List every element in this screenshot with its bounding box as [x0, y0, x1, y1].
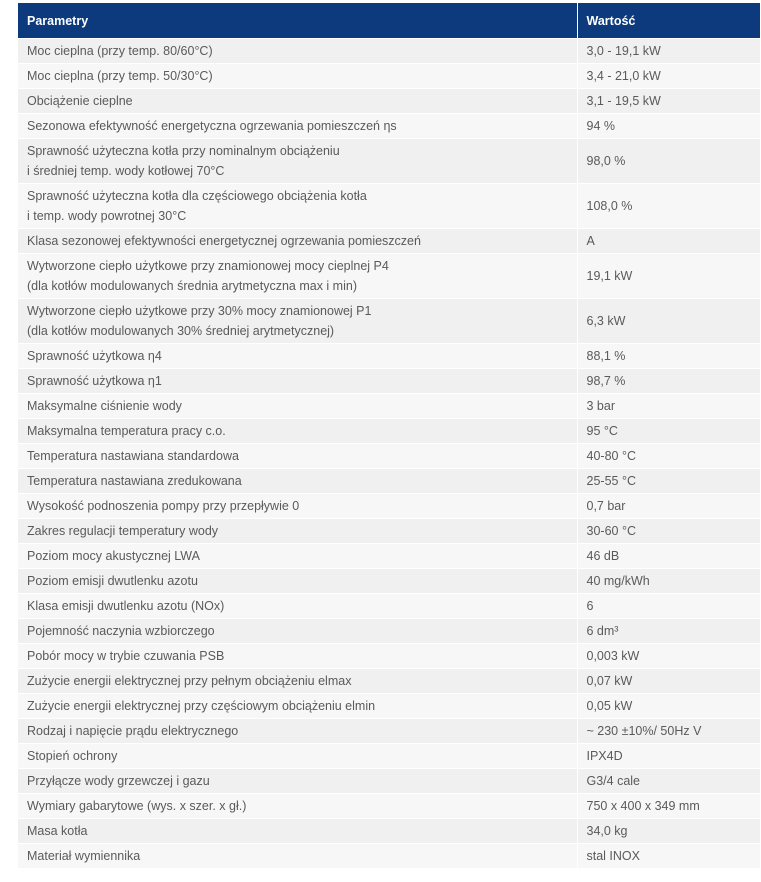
- param-cell: Maksymalna temperatura pracy c.o.: [18, 419, 577, 444]
- table-row: [18, 39, 760, 64]
- param-cell: Temperatura nastawiana zredukowana: [18, 469, 577, 494]
- value-cell: stal INOX: [577, 844, 760, 869]
- table-row: [18, 394, 760, 419]
- column-header-parametry: Parametry: [18, 3, 577, 39]
- table-row: [18, 619, 760, 644]
- value-cell: IPX4D: [577, 744, 760, 769]
- param-cell: Klasa emisji dwutlenku azotu (NOx): [18, 594, 577, 619]
- table-row: [18, 544, 760, 569]
- value-cell: 25-55 °C: [577, 469, 760, 494]
- param-cell: Poziom emisji dwutlenku azotu: [18, 569, 577, 594]
- value-cell: 88,1 %: [577, 344, 760, 369]
- value-cell: 98,0 %: [577, 139, 760, 184]
- table-row: [18, 669, 760, 694]
- table-row: [18, 469, 760, 494]
- table-row: [18, 344, 760, 369]
- param-cell: Przyłącze wody grzewczej i gazu: [18, 769, 577, 794]
- param-cell: Klasa sezonowej efektywności energetycznej ogrzewania pomieszczeń: [18, 229, 577, 254]
- table-row: [18, 139, 760, 184]
- param-cell: Sezonowa efektywność energetyczna ogrzewania pomieszczeń ηs: [18, 114, 577, 139]
- table-row: [18, 419, 760, 444]
- param-cell: Masa kotła: [18, 819, 577, 844]
- param-cell: Zakres regulacji temperatury wody: [18, 519, 577, 544]
- param-cell: Poziom mocy akustycznej LWA: [18, 544, 577, 569]
- table-row: [18, 694, 760, 719]
- param-cell: Maksymalne ciśnienie wody: [18, 394, 577, 419]
- table-header: [18, 3, 760, 39]
- value-cell: G3/4 cale: [577, 769, 760, 794]
- param-cell: Wysokość podnoszenia pompy przy przepływie 0: [18, 494, 577, 519]
- value-cell: 3,1 - 19,5 kW: [577, 89, 760, 114]
- value-cell: 98,7 %: [577, 369, 760, 394]
- param-cell: Obciążenie cieplne: [18, 89, 577, 114]
- value-cell: 750 x 400 x 349 mm: [577, 794, 760, 819]
- value-cell: 0,05 kW: [577, 694, 760, 719]
- table-row: [18, 744, 760, 769]
- param-cell: Zużycie energii elektrycznej przy pełnym obciążeniu elmax: [18, 669, 577, 694]
- param-cell: Wymiary gabarytowe (wys. x szer. x gł.): [18, 794, 577, 819]
- table-row: [18, 719, 760, 744]
- table-row: [18, 494, 760, 519]
- value-cell: 34,0 kg: [577, 819, 760, 844]
- value-cell: 19,1 kW: [577, 254, 760, 299]
- param-cell: Moc cieplna (przy temp. 80/60°C): [18, 39, 577, 64]
- table-row: [18, 519, 760, 544]
- table-row: [18, 184, 760, 229]
- value-cell: 0,003 kW: [577, 644, 760, 669]
- param-cell: Sprawność użytkowa η1: [18, 369, 577, 394]
- table-row: [18, 369, 760, 394]
- value-cell: 3 bar: [577, 394, 760, 419]
- column-header-wartosc: Wartość: [577, 3, 760, 39]
- value-cell: 40 mg/kWh: [577, 569, 760, 594]
- table-row: [18, 89, 760, 114]
- table-row: [18, 299, 760, 344]
- table-body: [18, 39, 760, 869]
- param-cell: Pobór mocy w trybie czuwania PSB: [18, 644, 577, 669]
- value-cell: 40-80 °C: [577, 444, 760, 469]
- value-cell: 30-60 °C: [577, 519, 760, 544]
- param-cell: Stopień ochrony: [18, 744, 577, 769]
- param-cell: Wytworzone ciepło użytkowe przy znamionowej mocy cieplnej P4 (dla kotłów modulowanych średnia arytmetyczna max i min): [18, 254, 577, 299]
- table-row: [18, 644, 760, 669]
- param-cell: Pojemność naczynia wzbiorczego: [18, 619, 577, 644]
- table-row: [18, 794, 760, 819]
- param-cell: Rodzaj i napięcie prądu elektrycznego: [18, 719, 577, 744]
- table-row: [18, 819, 760, 844]
- param-cell: Sprawność użyteczna kotła dla częściowego obciążenia kotła i temp. wody powrotnej 30°C: [18, 184, 577, 229]
- table-row: [18, 229, 760, 254]
- value-cell: 94 %: [577, 114, 760, 139]
- param-cell: Sprawność użytkowa η4: [18, 344, 577, 369]
- value-cell: ~ 230 ±10%/ 50Hz V: [577, 719, 760, 744]
- value-cell: 108,0 %: [577, 184, 760, 229]
- value-cell: 95 °C: [577, 419, 760, 444]
- value-cell: 0,7 bar: [577, 494, 760, 519]
- table-header-row: [18, 3, 760, 39]
- param-cell: Zużycie energii elektrycznej przy częściowym obciążeniu elmin: [18, 694, 577, 719]
- table-row: [18, 569, 760, 594]
- value-cell: 6 dm³: [577, 619, 760, 644]
- param-cell: Sprawność użyteczna kotła przy nominalnym obciążeniu i średniej temp. wody kotłowej 70°C: [18, 139, 577, 184]
- table-row: [18, 844, 760, 869]
- value-cell: 6: [577, 594, 760, 619]
- value-cell: 3,0 - 19,1 kW: [577, 39, 760, 64]
- parameters-table-container: [18, 3, 760, 868]
- param-cell: Temperatura nastawiana standardowa: [18, 444, 577, 469]
- table-row: [18, 594, 760, 619]
- parameters-table: [18, 3, 760, 868]
- value-cell: 0,07 kW: [577, 669, 760, 694]
- param-cell: Wytworzone ciepło użytkowe przy 30% mocy znamionowej P1 (dla kotłów modulowanych 30% średniej arytmetycznej): [18, 299, 577, 344]
- param-cell: Moc cieplna (przy temp. 50/30°C): [18, 64, 577, 89]
- value-cell: 3,4 - 21,0 kW: [577, 64, 760, 89]
- table-row: [18, 114, 760, 139]
- table-row: [18, 254, 760, 299]
- param-cell: Materiał wymiennika: [18, 844, 577, 869]
- value-cell: A: [577, 229, 760, 254]
- value-cell: 46 dB: [577, 544, 760, 569]
- table-row: [18, 769, 760, 794]
- table-row: [18, 444, 760, 469]
- table-row: [18, 64, 760, 89]
- value-cell: 6,3 kW: [577, 299, 760, 344]
